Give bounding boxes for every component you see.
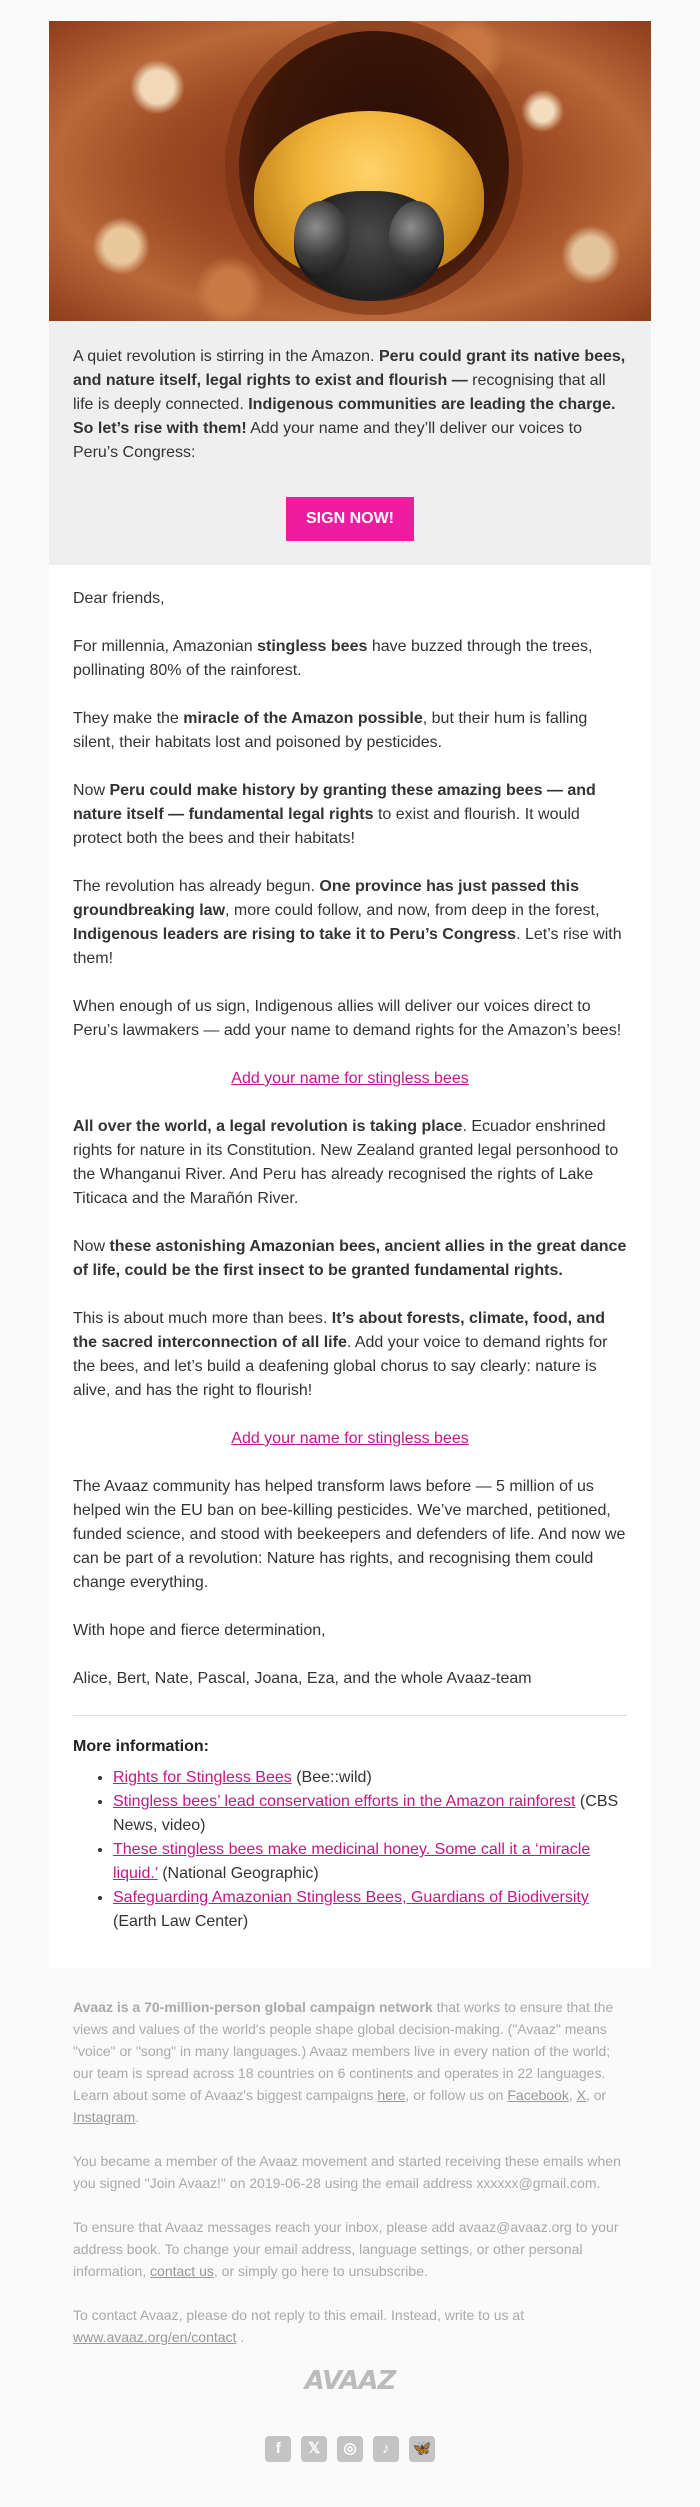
sign-now-button[interactable]: SIGN NOW! [286,497,414,541]
more-information-title: More information: [73,1738,209,1755]
paragraph-community: The Avaaz community has helped transform laws before — 5 million of us helped win the EU ban on bee-killing pesticides. We’ve marched, petitioned, funded science, and stood with beekeepers and defenders of life. And now we can be part of a revolution: Nature has rights, and recognising them could change everything. [73,1478,626,1591]
greeting: Dear friends, [73,590,165,607]
info-link[interactable]: Stingless bees’ lead conservation efforts in the Amazon rainforest [113,1793,576,1810]
letter-body [49,565,651,1968]
bluesky-icon[interactable]: 🦋 [409,2436,435,2462]
intro-block [49,321,651,565]
email-container [49,0,651,2492]
sign-off: With hope and fierce determination, [73,1622,326,1639]
paragraph-revolution: The revolution has already begun. One province has just passed this groundbreaking law, more could follow, and now, from deep in the forest, Indigenous leaders are rising to take it to Peru’s Congress. Let’s rise with them! [73,878,622,967]
footer-about: Avaaz is a 70-million-person global campaign network that works to ensure that the views and values of the world's people shape global decision-making. ("Avaaz" means "voice" or "song" in many languages.) Avaaz members live in every nation of the world; our team is spread across 18 countries on 6 continents and operates in 22 languages. Learn about some of Avaaz's biggest campaigns here, or follow us on Facebook, X, or Instagram. [73,1999,614,2125]
list-item: • Rights for Stingless Bees (Bee::wild) [113,1766,627,1790]
avaaz-logo: AVAAZ [304,2366,396,2396]
tiktok-icon[interactable]: ♪ [373,2436,399,2462]
add-name-link-1[interactable]: Add your name for stingless bees [231,1070,469,1087]
footer-contact: To contact Avaaz, please do not reply to this email. Instead, write to us at www.avaaz.org/en/contact . [73,2307,525,2345]
signatures: Alice, Bert, Nate, Pascal, Joana, Eza, and the whole Avaaz-team [73,1670,532,1687]
paragraph-legal-revolution: All over the world, a legal revolution is taking place. Ecuador enshrined rights for nature in its Constitution. New Zealand granted legal personhood to the Whanganui River. And Peru has already recognised the rights of Lake Titicaca and the Marañón River. [73,1118,619,1207]
footer-inbox: To ensure that Avaaz messages reach your inbox, please add avaaz@avaaz.org to your address book. To change your email address, language settings, or other personal information, contact us, or simply go here to unsubscribe. [73,2219,619,2279]
campaigns-here-link[interactable]: here [377,2087,406,2103]
paragraph-first-insect: Now these astonishing Amazonian bees, ancient allies in the great dance of life, could be the first insect to be granted fundamental rights. [73,1238,627,1279]
paragraph-deliver: When enough of us sign, Indigenous allies will deliver our voices direct to Peru’s lawmakers — add your name to demand rights for the Amazon’s bees! [73,998,622,1039]
x-icon[interactable]: 𝕏 [301,2436,327,2462]
hero-bee-image [49,21,651,321]
info-link[interactable]: These stingless bees make medicinal honey. Some call it a ‘miracle liquid.’ [113,1841,591,1882]
facebook-link[interactable]: Facebook [507,2087,569,2103]
instagram-link[interactable]: Instagram [73,2109,136,2125]
intro-paragraph: A quiet revolution is stirring in the Amazon. Peru could grant its native bees, and nature itself, legal rights to exist and flourish — recognising that all life is deeply connected. Indigenous communities are leading the charge. So let’s rise with them! Add your name and they’ll deliver our voices to Peru’s Congress: [73,348,626,461]
paragraph-history: Now Peru could make history by granting these amazing bees — and nature itself — fundamental legal rights to exist and flourish. It would protect both the bees and their habitats! [73,782,596,847]
paragraph-miracle: They make the miracle of the Amazon possible, but their hum is falling silent, their habitats lost and poisoned by pesticides. [73,710,588,751]
contact-page-link[interactable]: www.avaaz.org/en/contact [73,2329,237,2345]
list-item: • These stingless bees make medicinal honey. Some call it a ‘miracle liquid.’ (National Geographic) [113,1838,627,1886]
footer [49,1968,651,2492]
contact-us-link[interactable]: contact us [150,2263,214,2279]
info-link[interactable]: Safeguarding Amazonian Stingless Bees, Guardians of Biodiversity [113,1889,589,1906]
x-link[interactable]: X [576,2087,586,2103]
paragraph-more-than-bees: This is about much more than bees. It’s about forests, climate, food, and the sacred interconnection of all life. Add your voice to demand rights for the bees, and let’s build a deafening global chorus to say clearly: nature is alive, and has the right to flourish! [73,1310,608,1399]
facebook-icon[interactable]: f [265,2436,291,2462]
list-item: • Stingless bees’ lead conservation efforts in the Amazon rainforest (CBS News, video) [113,1790,627,1838]
bee-eye-right [389,201,444,276]
paragraph-bees: For millennia, Amazonian stingless bees have buzzed through the trees, pollinating 80% of the rainforest. [73,638,593,679]
instagram-icon[interactable]: ◎ [337,2436,363,2462]
list-item: • Safeguarding Amazonian Stingless Bees, Guardians of Biodiversity (Earth Law Center) [113,1886,627,1934]
add-name-link-2[interactable]: Add your name for stingless bees [231,1430,469,1447]
footer-membership: You became a member of the Avaaz movement and started receiving these emails when you signed "Join Avaaz!" on 2019-06-28 using the email address xxxxxx@gmail.com. [73,2153,621,2191]
info-link[interactable]: Rights for Stingless Bees [113,1769,292,1786]
bee-eye-left [294,201,349,276]
social-icons [73,2436,627,2462]
divider [73,1715,627,1716]
more-information [73,1738,627,1934]
